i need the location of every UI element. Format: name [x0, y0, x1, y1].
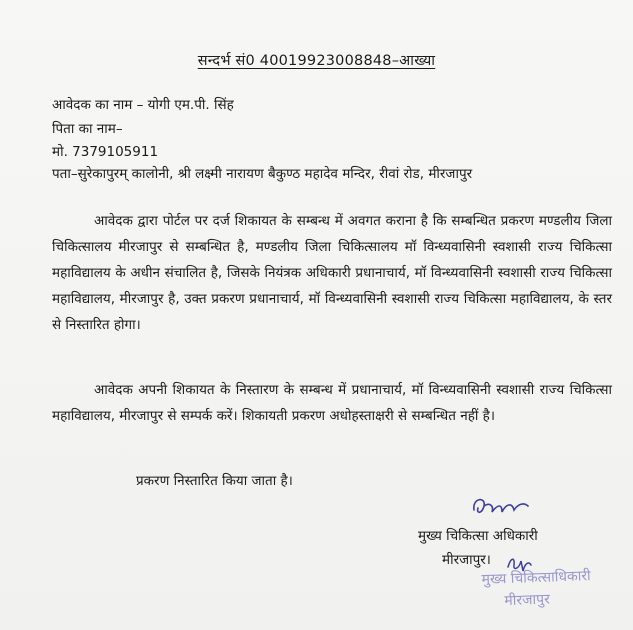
stamp-designation: मुख्य चिकित्साधिकारी: [481, 568, 591, 588]
father-name: पिता का नाम–: [52, 121, 123, 137]
reference-heading: [0, 50, 633, 70]
mobile-number: मो. 7379105911: [52, 144, 159, 160]
body-paragraph-3: प्रकरण निस्तारित किया जाता है।: [136, 473, 293, 489]
official-stamp: [481, 565, 592, 613]
body-paragraph-1: आवेदक द्वारा पोर्टल पर दर्ज शिकायत के सम्बन्ध में अवगत कराना है कि सम्बन्धित प्रकरण मण्डलीय जिला चिकित्सालय मीरजापुर से सम्बन्धित है, मण्डलीय जिला चिकित्सालय मॉ विन्ध्यवासिनी स्वशासी राज्य चिकित्सा महाविद्यालय के अधीन संचालित है, जिसके नियंत्रक अधिकारी प्रधानाचार्य, मॉ विन्ध्यवासिनी स्वशासी राज्य चिकित्सा महाविद्यालय, मीरजापुर है, उक्त प्रकरण प्रधानाचार्य, मॉ विन्ध्यवासिनी स्वशासी राज्य चिकित्सा महाविद्यालय, के स्तर से निस्तारित होगा।: [52, 213, 612, 333]
reference-number: सन्दर्भ सं0 40019923008848–आख्या: [197, 53, 436, 69]
signatory-place: मीरजापुर।: [442, 552, 491, 568]
applicant-name: आवेदक का नाम – योगी एम.पी. सिंह: [52, 97, 234, 113]
address: पता–सुरेकापुरम् कालोनी, श्री लक्ष्मी नारायण बैकुण्ठ महादेव मन्दिर, रीवां रोड, मीरजापुर: [52, 166, 473, 182]
signatory-designation: मुख्य चिकित्सा अधिकारी: [418, 528, 538, 544]
body-paragraph-2: आवेदक अपनी शिकायत के निस्तारण के सम्बन्ध में प्रधानाचार्य, मॉ विन्ध्यवासिनी स्वशासी राज्य चिकित्सा महाविद्यालय, मीरजापुर से सम्पर्क करें। शिकायती प्रकरण अधोहस्ताक्षरी से सम्बन्धित नहीं है।: [52, 382, 612, 424]
stamp-place: मीरजापुर: [504, 591, 551, 610]
handwritten-signature: [468, 492, 532, 522]
